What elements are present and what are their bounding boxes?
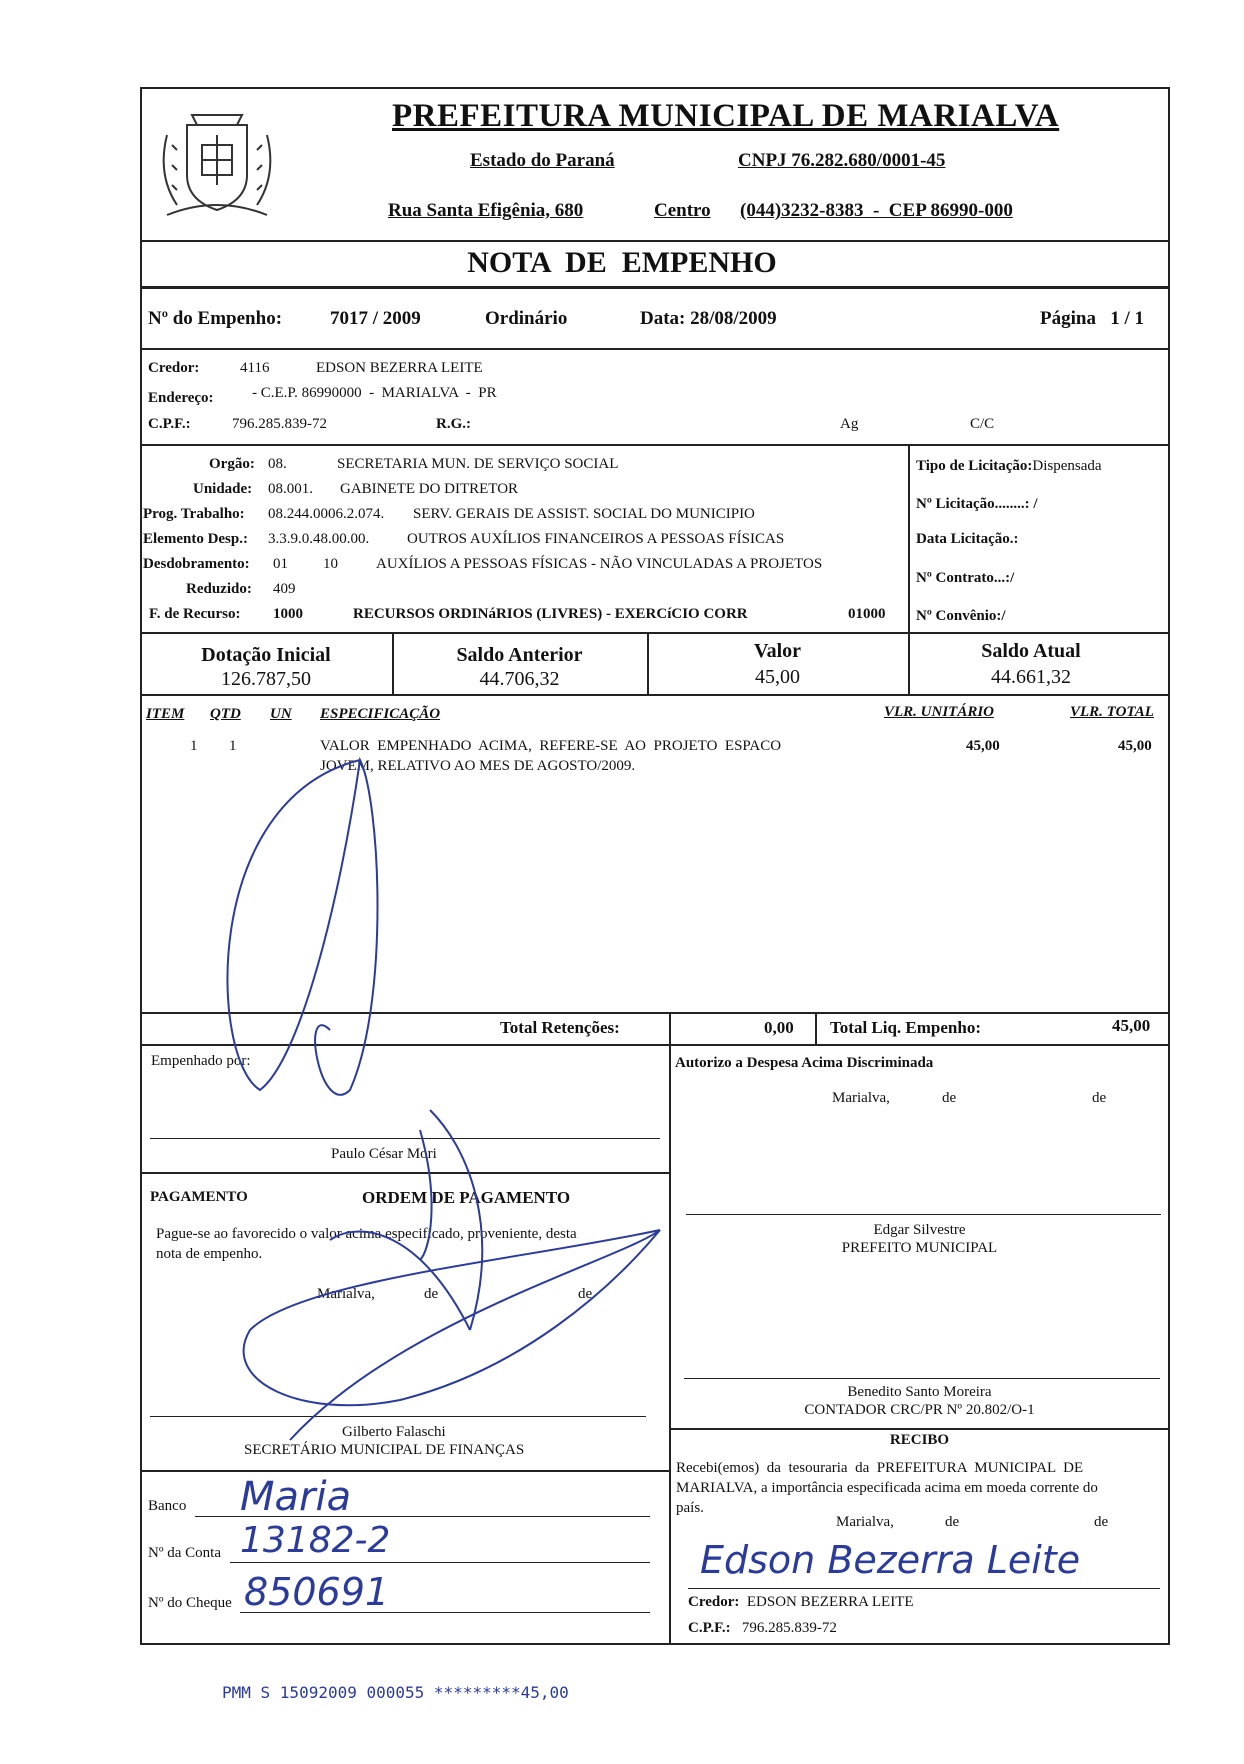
divider: [140, 1044, 1170, 1046]
address: Rua Santa Efigênia, 680: [388, 200, 584, 221]
secretario-name: Gilberto Falaschi: [342, 1424, 446, 1440]
col-item: ITEM: [146, 706, 185, 722]
total-retencoes-value: 0,00: [764, 1018, 794, 1037]
total-liquido-value: 45,00: [1112, 1016, 1151, 1035]
empenho-date: Data: 28/08/2009: [640, 308, 777, 329]
divider: [140, 444, 1170, 446]
divider: [669, 1012, 671, 1044]
phone-cep: (044)3232-8383 - CEP 86990-000: [740, 200, 1013, 221]
item-desc-line2: JOVEM, RELATIVO AO MES DE AGOSTO/2009.: [320, 758, 636, 774]
recibo-label: RECIBO: [889, 1432, 950, 1448]
recibo-credor-label: Credor:: [688, 1594, 740, 1610]
divider: [140, 1470, 669, 1472]
ordem-pagamento-label: ORDEM DE PAGAMENTO: [362, 1188, 571, 1207]
valor-value: 45,00: [755, 666, 800, 688]
prog-label: Prog. Trabalho:: [143, 506, 245, 522]
recibo-de2: de: [1094, 1514, 1109, 1530]
saldo-anterior-label: Saldo Anterior: [456, 644, 583, 666]
credor-signature: Edson Bezerra Leite: [700, 1538, 1081, 1582]
divider: [140, 694, 1170, 696]
col-valor-total: VLR. TOTAL: [1070, 704, 1154, 720]
autorizo-city: Marialva,: [832, 1090, 890, 1106]
credor-code: 4116: [240, 360, 270, 376]
desdobramento-code1: 01: [273, 556, 288, 572]
orgao-label: Orgão:: [209, 456, 255, 472]
recibo-credor: [688, 1594, 914, 1611]
licitacao-number: Nº Licitação........: /: [916, 496, 1038, 512]
unidade-name: GABINETE DO DITRETOR: [340, 481, 519, 497]
pagamento-de1: de: [424, 1286, 439, 1302]
divider: [140, 348, 1170, 350]
mayor-name: Edgar Silvestre: [873, 1222, 966, 1238]
empenho-number: 7017 / 2009: [330, 308, 421, 329]
reduzido-label: Reduzido:: [186, 581, 252, 597]
recibo-cpf-label: C.P.F.:: [688, 1620, 731, 1636]
elemento-label: Elemento Desp.:: [143, 531, 248, 547]
recurso-code2: 01000: [848, 606, 886, 622]
rg-label: R.G.:: [436, 416, 471, 432]
ag-label: Ag: [840, 416, 859, 432]
banco-label: Banco: [148, 1498, 187, 1514]
col-especificacao: ESPECIFICAÇÃO: [320, 706, 441, 722]
prog-name: SERV. GERAIS DE ASSIST. SOCIAL DO MUNICIPIO: [413, 506, 755, 522]
signature-line: [684, 1378, 1160, 1379]
dotacao-label: Dotação Inicial: [201, 644, 331, 666]
recurso-name: RECURSOS ORDINáRIOS (LIVRES) - EXERCíCIO CORR: [353, 606, 748, 622]
licitacao-tipo: [916, 458, 1102, 475]
valor-label: Valor: [753, 640, 802, 662]
item-qtd: 1: [229, 738, 237, 754]
credor-name: EDSON BEZERRA LEITE: [316, 360, 483, 376]
pagamento-label: PAGAMENTO: [150, 1189, 248, 1205]
secretario-role: SECRETÁRIO MUNICIPAL DE FINANÇAS: [244, 1442, 525, 1458]
saldo-anterior-value: 44.706,32: [479, 668, 560, 690]
saldo-atual-value: 44.661,32: [991, 666, 1071, 688]
recibo-city: Marialva,: [836, 1514, 894, 1530]
cheque-value: 850691: [244, 1570, 390, 1614]
accountant-role: CONTADOR CRC/PR Nº 20.802/O-1: [804, 1402, 1035, 1418]
recibo-credor-name: EDSON BEZERRA LEITE: [746, 1594, 914, 1610]
empenhado-name: Paulo César Mori: [331, 1146, 437, 1162]
recibo-text-line2: MARIALVA, a importância especificada acima em moeda corrente do: [676, 1480, 1098, 1496]
recibo-text-line3: país.: [676, 1500, 704, 1516]
item-desc-line1: VALOR EMPENHADO ACIMA, REFERE-SE AO PROJETO ESPACO: [320, 738, 782, 754]
mayor-role: PREFEITO MUNICIPAL: [841, 1240, 998, 1256]
divider: [140, 240, 1170, 242]
conta-label: Nº da Conta: [148, 1545, 221, 1561]
licitacao-tipo-value: Dispensada: [1032, 458, 1102, 474]
pagamento-text-line1: Pague-se ao favorecido o valor acima especificado, proveniente, desta: [156, 1226, 577, 1242]
empenho-number-label: Nº do Empenho:: [148, 308, 283, 329]
divider: [669, 1428, 1170, 1430]
item-valor-total: 45,00: [1118, 738, 1152, 754]
elemento-code: 3.3.9.0.48.00.00.: [268, 531, 370, 547]
unidade-code: 08.001.: [268, 481, 313, 497]
total-retencoes-label: Total Retenções:: [500, 1018, 620, 1037]
divider: [140, 1012, 1170, 1014]
empenhado-label: Empenhado por:: [151, 1053, 251, 1069]
cpf-value: 796.285.839-72: [232, 416, 327, 432]
divider: [140, 286, 1170, 289]
elemento-name: OUTROS AUXÍLIOS FINANCEIROS A PESSOAS FÍSICAS: [407, 531, 785, 547]
cheque-label: Nº do Cheque: [148, 1595, 232, 1611]
col-un: UN: [270, 706, 292, 722]
pagamento-city: Marialva,: [317, 1286, 375, 1302]
cpf-label: C.P.F.:: [148, 416, 191, 432]
reduzido-code: 409: [273, 581, 296, 597]
dotacao-value: 126.787,50: [221, 668, 311, 690]
autorizo-de2: de: [1092, 1090, 1107, 1106]
credor-address: - C.E.P. 86990000 - MARIALVA - PR: [252, 385, 497, 401]
signature-line: [688, 1588, 1160, 1589]
recurso-label: F. de Recurso:: [149, 606, 241, 622]
district: Centro: [654, 200, 711, 221]
desdobramento-code2: 10: [323, 556, 338, 572]
contrato-number: Nº Contrato...:/: [916, 570, 1015, 586]
desdobramento-label: Desdobramento:: [143, 556, 250, 572]
recibo-text-line1: Recebi(emos) da tesouraria da PREFEITURA MUNICIPAL DE: [676, 1460, 1084, 1476]
signature-line: [150, 1138, 660, 1139]
cc-label: C/C: [970, 416, 995, 432]
municipality-title: PREFEITURA MUNICIPAL DE MARIALVA: [392, 98, 1060, 134]
prog-code: 08.244.0006.2.074.: [268, 506, 385, 522]
total-liquido-label: Total Liq. Empenho:: [830, 1018, 981, 1037]
divider: [815, 1012, 817, 1044]
licitacao-tipo-label: Tipo de Licitação:: [916, 458, 1033, 474]
footer-stamp: PMM S 15092009 000055 *********45,00: [222, 1683, 569, 1702]
address-label: Endereço:: [148, 390, 214, 406]
desdobramento-name: AUXÍLIOS A PESSOAS FÍSICAS - NÃO VINCULADAS A PROJETOS: [376, 556, 823, 572]
accountant-name: Benedito Santo Moreira: [847, 1384, 992, 1400]
col-qtd: QTD: [210, 706, 241, 722]
autorizo-de1: de: [942, 1090, 957, 1106]
unidade-label: Unidade:: [193, 481, 253, 497]
divider: [140, 632, 1170, 634]
orgao-code: 08.: [268, 456, 287, 472]
recurso-code: 1000: [273, 606, 303, 622]
page-number: Página 1 / 1: [1040, 308, 1144, 329]
input-line: [230, 1562, 650, 1563]
divider: [669, 1044, 671, 1645]
banco-value: Maria: [240, 1474, 352, 1520]
divider: [140, 1172, 669, 1174]
pagamento-text-line2: nota de empenho.: [156, 1246, 263, 1262]
autorizo-label: Autorizo a Despesa Acima Discriminada: [675, 1055, 934, 1071]
cnpj: CNPJ 76.282.680/0001-45: [738, 150, 946, 171]
item-number: 1: [190, 738, 198, 754]
state-name: Estado do Paraná: [470, 150, 615, 171]
empenho-type: Ordinário: [485, 308, 568, 329]
signature-line: [686, 1214, 1161, 1215]
conta-value: 13182-2: [240, 1520, 391, 1561]
signature-line: [150, 1416, 646, 1417]
pagamento-de2: de: [578, 1286, 593, 1302]
recibo-cpf-value: 796.285.839-72: [741, 1620, 837, 1636]
col-valor-unitario: VLR. UNITÁRIO: [884, 704, 995, 720]
licitacao-date: Data Licitação.:: [916, 531, 1019, 547]
convenio-number: Nº Convênio:/: [916, 608, 1006, 624]
recibo-cpf: [688, 1620, 837, 1637]
document-title: NOTA DE EMPENHO: [467, 246, 777, 279]
orgao-name: SECRETARIA MUN. DE SERVIÇO SOCIAL: [337, 456, 619, 472]
saldo-atual-label: Saldo Atual: [981, 640, 1081, 662]
coat-of-arms-logo: [147, 95, 287, 235]
recibo-de1: de: [945, 1514, 960, 1530]
credor-label: Credor:: [148, 360, 200, 376]
item-valor-unitario: 45,00: [966, 738, 1000, 754]
